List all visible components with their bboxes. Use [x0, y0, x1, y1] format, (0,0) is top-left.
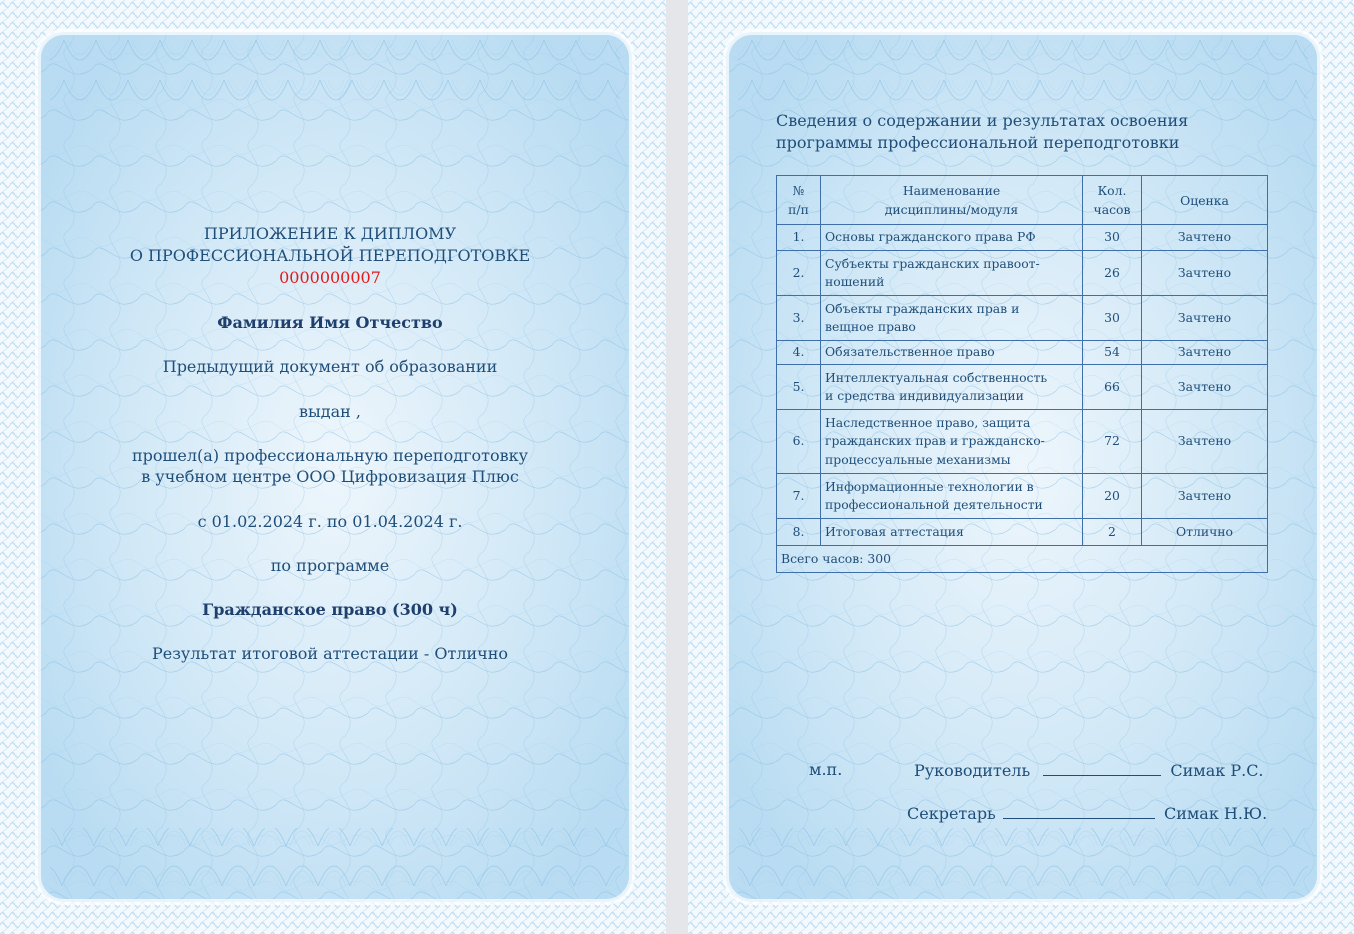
row-number: 6. — [777, 410, 821, 474]
row-hours: 30 — [1083, 296, 1142, 341]
title-line-1: ПРИЛОЖЕНИЕ К ДИПЛОМУ — [203, 224, 457, 243]
row-number: 4. — [777, 341, 821, 365]
row-number: 1. — [777, 225, 821, 251]
title-line-2: О ПРОФЕССИОНАЛЬНОЙ ПЕРЕПОДГОТОВКЕ — [129, 246, 531, 265]
director-signature-line — [1043, 759, 1161, 776]
table-header-row — [777, 176, 1268, 225]
secretary-name: Симак Н.Ю. — [1163, 804, 1268, 823]
discipline-line: вещное право — [825, 319, 916, 334]
table-row — [777, 365, 1268, 410]
row-hours: 54 — [1083, 341, 1142, 365]
discipline-line: Основы гражданского права РФ — [825, 229, 1036, 245]
table-row — [777, 341, 1268, 365]
row-discipline — [821, 296, 1083, 341]
disciplines-table — [776, 175, 1268, 573]
header-hours-line-2: часов — [1093, 202, 1131, 217]
row-grade: Зачтено — [1142, 474, 1268, 519]
row-grade: Зачтено — [1142, 225, 1268, 251]
header-grade: Оценка — [1142, 176, 1268, 225]
discipline-line: профессиональной деятельности — [825, 497, 1043, 512]
study-period: с 01.02.2024 г. по 01.04.2024 г. — [197, 512, 463, 531]
director-signature — [914, 759, 1264, 782]
header-discipline-line-1: Наименование — [902, 183, 1001, 198]
header-number-line-1: № — [792, 183, 805, 198]
row-number: 3. — [777, 296, 821, 341]
row-grade: Зачтено — [1142, 410, 1268, 474]
table-row — [777, 225, 1268, 251]
final-result: Результат итоговой аттестации - Отлично — [151, 644, 509, 663]
row-hours: 26 — [1083, 251, 1142, 296]
row-hours: 66 — [1083, 365, 1142, 410]
header-number-line-2: п/п — [788, 202, 809, 217]
director-label: Руководитель — [914, 761, 1031, 780]
discipline-line: Субъекты гражданских правоот- — [825, 255, 1040, 271]
row-discipline — [821, 365, 1083, 410]
by-program-label: по программе — [270, 556, 390, 575]
right-page — [688, 0, 1354, 934]
header-hours-line-1: Кол. — [1097, 183, 1127, 198]
discipline-line: Интеллектуальная собственность — [825, 369, 1048, 385]
row-discipline — [821, 225, 1083, 251]
discipline-line: Объекты гражданских прав и — [825, 300, 1020, 316]
total-hours: Всего часов: 300 — [777, 546, 1268, 573]
header-number — [777, 176, 821, 225]
row-discipline — [821, 474, 1083, 519]
secretary-signature — [907, 802, 1267, 825]
row-hours: 72 — [1083, 410, 1142, 474]
left-page — [0, 0, 666, 934]
discipline-line: Обязательственное право — [825, 344, 995, 360]
row-hours: 2 — [1083, 519, 1142, 546]
table-row — [777, 519, 1268, 546]
secretary-signature-line — [1003, 802, 1155, 819]
row-number: 5. — [777, 365, 821, 410]
full-name: Фамилия Имя Отчество — [217, 313, 443, 332]
row-grade: Зачтено — [1142, 296, 1268, 341]
discipline-line: Итоговая аттестация — [825, 523, 964, 539]
discipline-line: Наследственное право, защита — [825, 414, 1031, 430]
row-number: 2. — [777, 251, 821, 296]
row-grade: Зачтено — [1142, 365, 1268, 410]
row-grade: Зачтено — [1142, 251, 1268, 296]
director-name: Симак Р.С. — [1170, 761, 1264, 780]
heading-line-2: программы профессиональной переподготовки — [776, 133, 1180, 152]
discipline-line: процессуальные механизмы — [825, 451, 1011, 467]
diploma-number: 0000000007 — [279, 268, 381, 287]
passed-line-2: в учебном центре ООО Цифровизация Плюс — [141, 467, 519, 486]
row-number: 7. — [777, 474, 821, 519]
table-row — [777, 410, 1268, 474]
header-discipline-line-2: дисциплины/модуля — [884, 202, 1019, 217]
table-body — [777, 225, 1268, 573]
header-hours — [1083, 176, 1142, 225]
row-discipline — [821, 519, 1083, 546]
program-name: Гражданское право (300 ч) — [202, 600, 458, 619]
table-row — [777, 296, 1268, 341]
table-row — [777, 251, 1268, 296]
row-hours: 30 — [1083, 225, 1142, 251]
right-page-content — [688, 0, 1354, 934]
header-discipline — [821, 176, 1083, 225]
row-grade: Зачтено — [1142, 341, 1268, 365]
previous-document: Предыдущий документ об образовании — [162, 357, 498, 376]
row-discipline — [821, 251, 1083, 296]
heading-line-1: Сведения о содержании и результатах освоения — [776, 111, 1189, 130]
stamp-place: м.п. — [809, 760, 843, 779]
issued-text: выдан , — [299, 402, 361, 421]
row-number: 8. — [777, 519, 821, 546]
table-row — [777, 474, 1268, 519]
discipline-line: и средства индивидуализации — [825, 388, 1024, 403]
row-hours: 20 — [1083, 474, 1142, 519]
discipline-line: Информационные технологии в — [825, 478, 1034, 494]
content-heading — [776, 110, 1256, 154]
table-total-row — [777, 546, 1268, 573]
secretary-label: Секретарь — [907, 804, 996, 823]
discipline-line: ношений — [825, 274, 885, 289]
row-grade: Отлично — [1142, 519, 1268, 546]
discipline-line: гражданских прав и гражданско- — [825, 433, 1045, 449]
left-page-content — [0, 0, 666, 934]
passed-line-1: прошел(а) профессиональную переподготовку — [132, 446, 528, 465]
row-discipline — [821, 410, 1083, 474]
row-discipline — [821, 341, 1083, 365]
